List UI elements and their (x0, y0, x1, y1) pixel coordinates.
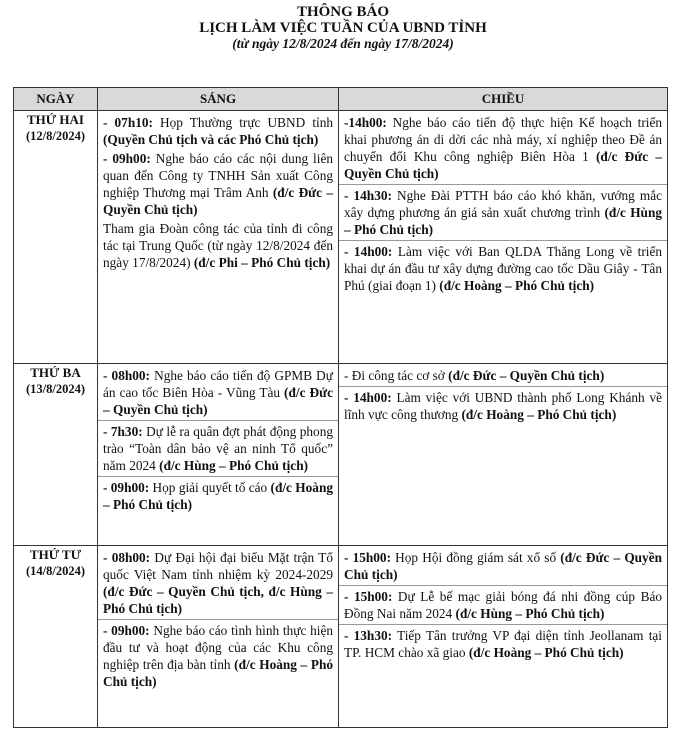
schedule-item (103, 114, 333, 148)
schedule-item (344, 187, 662, 238)
item-text: Nghe báo cáo tiến độ GPMB Dự án cao tốc Biên Hòa - Vũng Tàu (103, 368, 333, 400)
day-name: THỨ BA (30, 365, 81, 380)
afternoon-cell (339, 364, 668, 546)
schedule-item (344, 389, 662, 423)
day-name: THỨ TƯ (29, 547, 82, 562)
document-header (0, 4, 686, 51)
afternoon-cell (339, 546, 668, 728)
item-text: Nghe báo cáo tình hình thực hiện đầu tư và hoạt động của các Khu công nghiệp trên địa bàn tỉnh (103, 623, 333, 672)
item-time: - 14h00: (344, 244, 393, 259)
item-time: - 13h30: (344, 628, 393, 643)
item-person: (đ/c Đức – Quyền Chủ tịch) (344, 149, 662, 181)
item-person: (đ/c Hoàng – Phó Chủ tịch) (103, 480, 333, 512)
item-divider (339, 624, 667, 625)
document-period: (từ ngày 12/8/2024 đến ngày 17/8/2024) (232, 36, 454, 51)
morning-cell (98, 111, 339, 364)
item-divider (98, 476, 338, 477)
day-cell (14, 111, 98, 364)
schedule-item (344, 588, 662, 622)
item-person: (đ/c Đức – Quyền Chủ tịch) (448, 368, 605, 383)
table-row (14, 111, 668, 364)
schedule-table (13, 87, 668, 728)
item-divider (339, 184, 667, 185)
table-row (14, 546, 668, 728)
item-text: Dự lễ ra quân đợt phát động phong trào “Toàn dân bảo vệ an ninh Tổ quốc” năm 2024 (103, 424, 333, 473)
item-divider (339, 240, 667, 241)
afternoon-cell (339, 111, 668, 364)
item-time: - 15h00: (344, 550, 392, 565)
item-time: - 08h00: (103, 550, 151, 565)
item-time: -14h00: (344, 115, 387, 130)
document-title: THÔNG BÁO (296, 4, 390, 20)
morning-cell (98, 546, 339, 728)
schedule-item (103, 220, 333, 271)
item-text: Họp giải quyết tố cáo (149, 480, 271, 495)
item-text: Làm việc với UBND thành phố Long Khánh về lĩnh vực công thương (344, 390, 662, 422)
schedule-item (103, 479, 333, 513)
schedule-item (344, 367, 662, 384)
schedule-item (103, 622, 333, 690)
item-person: (đ/c Đức – Quyền Chủ tịch) (103, 185, 333, 217)
item-person: (đ/c Đức – Quyền Chủ tịch) (103, 385, 333, 417)
item-text: Nghe Đài PTTH báo cáo khó khăn, vướng mắc xây dựng phương án giá sản xuất chương trình (344, 188, 663, 220)
day-date: (12/8/2024) (25, 129, 86, 143)
item-person: (đ/c Hoàng – Phó Chủ tịch) (461, 407, 617, 422)
item-time: - 09h00: (103, 623, 150, 638)
morning-cell (98, 364, 339, 546)
schedule-item (103, 549, 333, 617)
item-text: Tham gia Đoàn công tác của tỉnh đi công tác tại Trung Quốc (từ ngày 12/8/2024 đến ngày 17/8/2024) (103, 221, 333, 270)
document-subtitle: LỊCH LÀM VIỆC TUẦN CỦA UBND TỈNH (199, 20, 487, 36)
day-cell (14, 364, 98, 546)
day-cell (14, 546, 98, 728)
item-text: Nghe báo cáo các nội dung liên quan đến Công ty TNHH Sản xuất Công nghiệp Thương mại Trâm Anh (103, 151, 333, 200)
item-time: - 7h30: (103, 424, 143, 439)
day-date: (13/8/2024) (25, 382, 86, 396)
item-divider (339, 585, 667, 586)
schedule-item (344, 549, 662, 583)
item-time: - 09h00: (103, 151, 151, 166)
item-text: Họp Hội đồng giám sát xổ số (391, 550, 561, 565)
item-person: (Quyền Chủ tịch và các Phó Chủ tịch) (103, 132, 319, 147)
item-person: (đ/c Hùng – Phó Chủ tịch) (455, 606, 605, 621)
item-person: (đ/c Hoàng – Phó Chủ tịch) (439, 278, 595, 293)
item-text: Làm việc với Ban QLDA Thăng Long về triển khai dự án đầu tư xây dựng đường cao tốc Dầu Giây - Tân Phú (giai đoạn 1) (344, 244, 662, 293)
item-person: (đ/c Hùng – Phó Chủ tịch) (344, 205, 662, 237)
item-person: (đ/c Phi – Phó Chủ tịch) (193, 255, 331, 270)
item-divider (98, 420, 338, 421)
schedule-item (344, 627, 662, 661)
item-person: (đ/c Đức – Quyền Chủ tịch) (344, 550, 662, 582)
schedule-item (344, 114, 662, 182)
item-person: (đ/c Hoàng – Phó Chủ tịch) (468, 645, 624, 660)
schedule-header-row (14, 88, 668, 111)
item-text: Dự Lễ bế mạc giải bóng đá nhi đồng cúp Báo Đồng Nai năm 2024 (344, 589, 662, 621)
item-text: Nghe báo cáo tiến độ thực hiện Kế hoạch triển khai phương án di dời các nhà máy, xí nghiệp theo Đề án chuyển đổi Khu công nghiệp Biên Hòa 1 (344, 115, 662, 164)
item-person: (đ/c Hoàng – Phó Chủ tịch) (103, 657, 333, 689)
schedule-item (103, 423, 333, 474)
item-time: - 14h30: (344, 188, 392, 203)
item-text: Tiếp Tân trưởng VP đại diện tỉnh Jeollanam tại TP. HCM chào xã giao (344, 628, 663, 660)
item-divider (98, 619, 338, 620)
item-time: - 15h00: (344, 589, 393, 604)
schedule-item (344, 243, 662, 294)
item-divider (339, 386, 667, 387)
column-header-day: NGÀY (14, 88, 98, 111)
item-time: - 14h00: (344, 390, 392, 405)
schedule-item (103, 150, 333, 218)
column-header-afternoon: CHIỀU (339, 88, 668, 111)
table-row (14, 364, 668, 546)
item-time: - 08h00: (103, 368, 150, 383)
day-date: (14/8/2024) (25, 564, 86, 578)
schedule-item (103, 367, 333, 418)
item-text: - Đi công tác cơ sở (344, 368, 449, 383)
item-person: (đ/c Đức – Quyền Chủ tịch, đ/c Hùng – Phó Chủ tịch) (103, 584, 333, 616)
day-name: THỨ HAI (27, 112, 84, 127)
item-text: Dự Đại hội đại biểu Mặt trận Tổ quốc Việt Nam tỉnh nhiệm kỳ 2024-2029 (103, 550, 334, 582)
item-text: Họp Thường trực UBND tỉnh (152, 115, 333, 130)
column-header-morning: SÁNG (98, 88, 339, 111)
item-time: - 09h00: (103, 480, 150, 495)
item-time: - 07h10: (103, 115, 153, 130)
item-person: (đ/c Hùng – Phó Chủ tịch) (159, 458, 309, 473)
